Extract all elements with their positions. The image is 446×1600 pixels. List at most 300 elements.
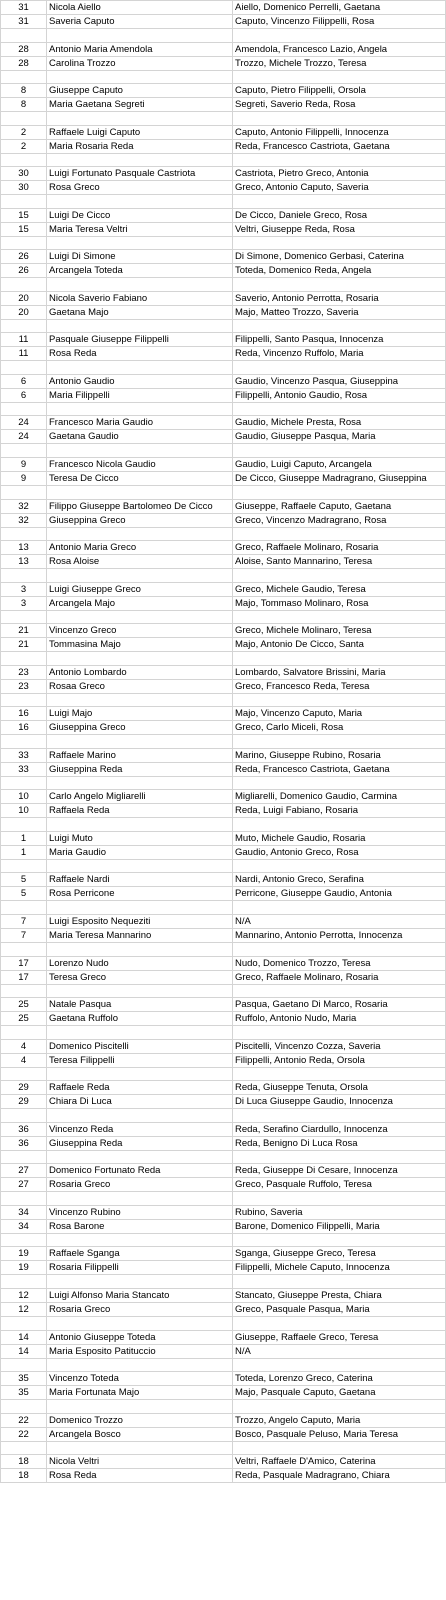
id-cell[interactable]: 27 (1, 1164, 47, 1178)
name-cell[interactable]: Raffaela Reda (47, 804, 233, 818)
parents-cell[interactable]: Piscitelli, Vincenzo Cozza, Saveria (233, 1039, 446, 1053)
id-cell[interactable]: 20 (1, 305, 47, 319)
id-cell[interactable]: 18 (1, 1469, 47, 1483)
name-cell[interactable]: Arcangela Bosco (47, 1427, 233, 1441)
parents-cell[interactable] (233, 402, 446, 416)
id-cell[interactable]: 22 (1, 1427, 47, 1441)
id-cell[interactable]: 10 (1, 790, 47, 804)
id-cell[interactable] (1, 1233, 47, 1247)
id-cell[interactable] (1, 361, 47, 375)
name-cell[interactable] (47, 984, 233, 998)
id-cell[interactable]: 34 (1, 1219, 47, 1233)
parents-cell[interactable]: Greco, Michele Gaudio, Teresa (233, 582, 446, 596)
parents-cell[interactable] (233, 943, 446, 957)
name-cell[interactable]: Giuseppina Reda (47, 1136, 233, 1150)
name-cell[interactable]: Vincenzo Toteda (47, 1372, 233, 1386)
name-cell[interactable]: Rosa Barone (47, 1219, 233, 1233)
parents-cell[interactable] (233, 1400, 446, 1414)
id-cell[interactable]: 24 (1, 416, 47, 430)
id-cell[interactable] (1, 278, 47, 292)
name-cell[interactable]: Giuseppina Reda (47, 762, 233, 776)
id-cell[interactable]: 9 (1, 472, 47, 486)
id-cell[interactable] (1, 693, 47, 707)
name-cell[interactable]: Gaetana Gaudio (47, 430, 233, 444)
name-cell[interactable] (47, 610, 233, 624)
name-cell[interactable]: Giuseppe Caputo (47, 84, 233, 98)
parents-cell[interactable]: Segreti, Saverio Reda, Rosa (233, 98, 446, 112)
parents-cell[interactable]: Reda, Vincenzo Ruffolo, Maria (233, 347, 446, 361)
id-cell[interactable] (1, 984, 47, 998)
name-cell[interactable]: Antonio Gaudio (47, 374, 233, 388)
parents-cell[interactable]: Majo, Vincenzo Caputo, Maria (233, 707, 446, 721)
id-cell[interactable]: 14 (1, 1344, 47, 1358)
parents-cell[interactable]: N/A (233, 915, 446, 929)
id-cell[interactable]: 30 (1, 181, 47, 195)
name-cell[interactable] (47, 1192, 233, 1206)
id-cell[interactable]: 11 (1, 347, 47, 361)
name-cell[interactable] (47, 195, 233, 209)
id-cell[interactable]: 1 (1, 831, 47, 845)
name-cell[interactable] (47, 486, 233, 500)
name-cell[interactable]: Vincenzo Greco (47, 624, 233, 638)
parents-cell[interactable]: De Cicco, Giuseppe Madragrano, Giuseppina (233, 472, 446, 486)
parents-cell[interactable]: Toteda, Domenico Reda, Angela (233, 264, 446, 278)
parents-cell[interactable] (233, 569, 446, 583)
name-cell[interactable]: Rosa Aloise (47, 555, 233, 569)
parents-cell[interactable]: Filippelli, Michele Caputo, Innocenza (233, 1261, 446, 1275)
name-cell[interactable]: Maria Gaudio (47, 845, 233, 859)
id-cell[interactable] (1, 859, 47, 873)
parents-cell[interactable]: Filippelli, Antonio Gaudio, Rosa (233, 388, 446, 402)
name-cell[interactable] (47, 1316, 233, 1330)
id-cell[interactable]: 28 (1, 56, 47, 70)
id-cell[interactable]: 6 (1, 388, 47, 402)
name-cell[interactable] (47, 1441, 233, 1455)
parents-cell[interactable]: Majo, Pasquale Caputo, Gaetana (233, 1386, 446, 1400)
name-cell[interactable]: Rosa Perricone (47, 887, 233, 901)
id-cell[interactable]: 35 (1, 1372, 47, 1386)
parents-cell[interactable]: Trozzo, Michele Trozzo, Teresa (233, 56, 446, 70)
id-cell[interactable]: 7 (1, 929, 47, 943)
parents-cell[interactable] (233, 1233, 446, 1247)
id-cell[interactable]: 4 (1, 1039, 47, 1053)
name-cell[interactable]: Natale Pasqua (47, 998, 233, 1012)
name-cell[interactable] (47, 569, 233, 583)
id-cell[interactable]: 16 (1, 707, 47, 721)
parents-cell[interactable]: Caputo, Antonio Filippelli, Innocenza (233, 125, 446, 139)
id-cell[interactable]: 23 (1, 679, 47, 693)
name-cell[interactable]: Domenico Trozzo (47, 1413, 233, 1427)
parents-cell[interactable]: Filippelli, Santo Pasqua, Innocenza (233, 333, 446, 347)
parents-cell[interactable] (233, 818, 446, 832)
name-cell[interactable] (47, 444, 233, 458)
id-cell[interactable]: 19 (1, 1247, 47, 1261)
parents-cell[interactable]: Castriota, Pietro Greco, Antonia (233, 167, 446, 181)
id-cell[interactable] (1, 1441, 47, 1455)
name-cell[interactable]: Rosaa Greco (47, 679, 233, 693)
name-cell[interactable] (47, 361, 233, 375)
id-cell[interactable]: 30 (1, 167, 47, 181)
parents-cell[interactable] (233, 195, 446, 209)
name-cell[interactable]: Raffaele Reda (47, 1081, 233, 1095)
id-cell[interactable]: 26 (1, 250, 47, 264)
parents-cell[interactable]: Toteda, Lorenzo Greco, Caterina (233, 1372, 446, 1386)
id-cell[interactable]: 18 (1, 1455, 47, 1469)
id-cell[interactable]: 6 (1, 374, 47, 388)
name-cell[interactable]: Filippo Giuseppe Bartolomeo De Cicco (47, 499, 233, 513)
parents-cell[interactable]: Veltri, Giuseppe Reda, Rosa (233, 222, 446, 236)
parents-cell[interactable] (233, 112, 446, 126)
id-cell[interactable]: 10 (1, 804, 47, 818)
name-cell[interactable] (47, 153, 233, 167)
parents-cell[interactable] (233, 319, 446, 333)
name-cell[interactable]: Antonio Maria Greco (47, 541, 233, 555)
name-cell[interactable]: Vincenzo Reda (47, 1122, 233, 1136)
name-cell[interactable] (47, 652, 233, 666)
parents-cell[interactable]: Caputo, Pietro Filippelli, Orsola (233, 84, 446, 98)
parents-cell[interactable] (233, 735, 446, 749)
parents-cell[interactable] (233, 984, 446, 998)
id-cell[interactable]: 7 (1, 915, 47, 929)
name-cell[interactable]: Nicola Saverio Fabiano (47, 291, 233, 305)
name-cell[interactable] (47, 943, 233, 957)
parents-cell[interactable]: Reda, Francesco Castriota, Gaetana (233, 762, 446, 776)
parents-cell[interactable]: Mannarino, Antonio Perrotta, Innocenza (233, 929, 446, 943)
id-cell[interactable]: 12 (1, 1302, 47, 1316)
id-cell[interactable] (1, 1026, 47, 1040)
id-cell[interactable] (1, 1358, 47, 1372)
name-cell[interactable] (47, 776, 233, 790)
id-cell[interactable]: 14 (1, 1330, 47, 1344)
id-cell[interactable] (1, 70, 47, 84)
parents-cell[interactable]: De Cicco, Daniele Greco, Rosa (233, 208, 446, 222)
parents-cell[interactable]: Caputo, Vincenzo Filippelli, Rosa (233, 15, 446, 29)
parents-cell[interactable]: Giuseppe, Raffaele Caputo, Gaetana (233, 499, 446, 513)
id-cell[interactable]: 5 (1, 887, 47, 901)
name-cell[interactable]: Luigi Fortunato Pasquale Castriota (47, 167, 233, 181)
parents-cell[interactable]: Sganga, Giuseppe Greco, Teresa (233, 1247, 446, 1261)
id-cell[interactable]: 34 (1, 1205, 47, 1219)
name-cell[interactable]: Luigi Di Simone (47, 250, 233, 264)
name-cell[interactable]: Luigi Muto (47, 831, 233, 845)
name-cell[interactable]: Antonio Giuseppe Toteda (47, 1330, 233, 1344)
id-cell[interactable] (1, 818, 47, 832)
parents-cell[interactable]: Gaudio, Giuseppe Pasqua, Maria (233, 430, 446, 444)
id-cell[interactable]: 31 (1, 1, 47, 15)
id-cell[interactable] (1, 29, 47, 43)
name-cell[interactable] (47, 693, 233, 707)
parents-cell[interactable]: Greco, Michele Molinaro, Teresa (233, 624, 446, 638)
parents-cell[interactable]: Veltri, Raffaele D'Amico, Caterina (233, 1455, 446, 1469)
name-cell[interactable]: Rosaria Filippelli (47, 1261, 233, 1275)
id-cell[interactable]: 31 (1, 15, 47, 29)
name-cell[interactable] (47, 29, 233, 43)
parents-cell[interactable] (233, 693, 446, 707)
parents-cell[interactable] (233, 278, 446, 292)
parents-cell[interactable]: Reda, Pasquale Madragrano, Chiara (233, 1469, 446, 1483)
parents-cell[interactable]: Muto, Michele Gaudio, Rosaria (233, 831, 446, 845)
id-cell[interactable]: 36 (1, 1122, 47, 1136)
parents-cell[interactable]: Giuseppe, Raffaele Greco, Teresa (233, 1330, 446, 1344)
name-cell[interactable]: Maria Rosaria Reda (47, 139, 233, 153)
name-cell[interactable] (47, 1275, 233, 1289)
id-cell[interactable]: 17 (1, 970, 47, 984)
parents-cell[interactable]: Bosco, Pasquale Peluso, Maria Teresa (233, 1427, 446, 1441)
id-cell[interactable]: 26 (1, 264, 47, 278)
id-cell[interactable]: 15 (1, 208, 47, 222)
name-cell[interactable]: Teresa De Cicco (47, 472, 233, 486)
id-cell[interactable]: 25 (1, 998, 47, 1012)
name-cell[interactable]: Gaetana Ruffolo (47, 1012, 233, 1026)
id-cell[interactable] (1, 1316, 47, 1330)
parents-cell[interactable]: Aloise, Santo Mannarino, Teresa (233, 555, 446, 569)
name-cell[interactable]: Arcangela Toteda (47, 264, 233, 278)
id-cell[interactable] (1, 112, 47, 126)
id-cell[interactable] (1, 486, 47, 500)
parents-cell[interactable]: Rubino, Saveria (233, 1205, 446, 1219)
name-cell[interactable]: Luigi Alfonso Maria Stancato (47, 1288, 233, 1302)
id-cell[interactable] (1, 1109, 47, 1123)
id-cell[interactable]: 33 (1, 762, 47, 776)
parents-cell[interactable]: Majo, Matteo Trozzo, Saveria (233, 305, 446, 319)
parents-cell[interactable] (233, 70, 446, 84)
name-cell[interactable] (47, 901, 233, 915)
name-cell[interactable]: Raffaele Sganga (47, 1247, 233, 1261)
parents-cell[interactable]: Di Simone, Domenico Gerbasi, Caterina (233, 250, 446, 264)
name-cell[interactable]: Arcangela Majo (47, 596, 233, 610)
id-cell[interactable] (1, 1275, 47, 1289)
id-cell[interactable] (1, 319, 47, 333)
name-cell[interactable] (47, 402, 233, 416)
id-cell[interactable]: 8 (1, 98, 47, 112)
name-cell[interactable] (47, 112, 233, 126)
parents-cell[interactable]: Lombardo, Salvatore Brissini, Maria (233, 665, 446, 679)
id-cell[interactable]: 2 (1, 125, 47, 139)
parents-cell[interactable] (233, 1067, 446, 1081)
name-cell[interactable] (47, 527, 233, 541)
parents-cell[interactable]: Majo, Antonio De Cicco, Santa (233, 638, 446, 652)
parents-cell[interactable]: Reda, Giuseppe Di Cesare, Innocenza (233, 1164, 446, 1178)
name-cell[interactable]: Rosaria Greco (47, 1302, 233, 1316)
name-cell[interactable] (47, 1026, 233, 1040)
id-cell[interactable]: 23 (1, 665, 47, 679)
id-cell[interactable] (1, 610, 47, 624)
id-cell[interactable] (1, 1192, 47, 1206)
parents-cell[interactable]: Amendola, Francesco Lazio, Angela (233, 42, 446, 56)
name-cell[interactable]: Maria Teresa Veltri (47, 222, 233, 236)
id-cell[interactable]: 12 (1, 1288, 47, 1302)
name-cell[interactable]: Chiara Di Luca (47, 1095, 233, 1109)
id-cell[interactable]: 13 (1, 541, 47, 555)
name-cell[interactable]: Maria Fortunata Majo (47, 1386, 233, 1400)
name-cell[interactable] (47, 278, 233, 292)
id-cell[interactable] (1, 901, 47, 915)
name-cell[interactable]: Giuseppina Greco (47, 513, 233, 527)
id-cell[interactable] (1, 153, 47, 167)
name-cell[interactable] (47, 1358, 233, 1372)
parents-cell[interactable]: Migliarelli, Domenico Gaudio, Carmina (233, 790, 446, 804)
id-cell[interactable]: 16 (1, 721, 47, 735)
id-cell[interactable]: 25 (1, 1012, 47, 1026)
id-cell[interactable]: 3 (1, 582, 47, 596)
parents-cell[interactable]: Barone, Domenico Filippelli, Maria (233, 1219, 446, 1233)
id-cell[interactable] (1, 1400, 47, 1414)
id-cell[interactable] (1, 1067, 47, 1081)
name-cell[interactable]: Antonio Maria Amendola (47, 42, 233, 56)
name-cell[interactable]: Pasquale Giuseppe Filippelli (47, 333, 233, 347)
id-cell[interactable]: 29 (1, 1081, 47, 1095)
id-cell[interactable]: 33 (1, 748, 47, 762)
id-cell[interactable]: 35 (1, 1386, 47, 1400)
name-cell[interactable]: Luigi Majo (47, 707, 233, 721)
name-cell[interactable]: Teresa Filippelli (47, 1053, 233, 1067)
parents-cell[interactable]: Greco, Raffaele Molinaro, Rosaria (233, 970, 446, 984)
name-cell[interactable]: Raffaele Nardi (47, 873, 233, 887)
parents-cell[interactable]: Aiello, Domenico Perrelli, Gaetana (233, 1, 446, 15)
parents-cell[interactable]: Ruffolo, Antonio Nudo, Maria (233, 1012, 446, 1026)
parents-cell[interactable]: Saverio, Antonio Perrotta, Rosaria (233, 291, 446, 305)
id-cell[interactable]: 21 (1, 638, 47, 652)
id-cell[interactable]: 17 (1, 956, 47, 970)
id-cell[interactable]: 11 (1, 333, 47, 347)
name-cell[interactable] (47, 1109, 233, 1123)
name-cell[interactable]: Carolina Trozzo (47, 56, 233, 70)
name-cell[interactable]: Lorenzo Nudo (47, 956, 233, 970)
parents-cell[interactable] (233, 1109, 446, 1123)
id-cell[interactable] (1, 652, 47, 666)
id-cell[interactable]: 24 (1, 430, 47, 444)
id-cell[interactable]: 8 (1, 84, 47, 98)
name-cell[interactable]: Luigi De Cicco (47, 208, 233, 222)
id-cell[interactable] (1, 527, 47, 541)
parents-cell[interactable]: Pasqua, Gaetano Di Marco, Rosaria (233, 998, 446, 1012)
parents-cell[interactable]: Reda, Giuseppe Tenuta, Orsola (233, 1081, 446, 1095)
parents-cell[interactable] (233, 1026, 446, 1040)
parents-cell[interactable] (233, 1358, 446, 1372)
name-cell[interactable]: Tommasina Majo (47, 638, 233, 652)
name-cell[interactable]: Maria Filippelli (47, 388, 233, 402)
parents-cell[interactable]: Greco, Antonio Caputo, Saveria (233, 181, 446, 195)
name-cell[interactable]: Carlo Angelo Migliarelli (47, 790, 233, 804)
parents-cell[interactable]: Greco, Pasquale Pasqua, Maria (233, 1302, 446, 1316)
name-cell[interactable]: Domenico Fortunato Reda (47, 1164, 233, 1178)
name-cell[interactable]: Antonio Lombardo (47, 665, 233, 679)
name-cell[interactable]: Francesco Nicola Gaudio (47, 458, 233, 472)
parents-cell[interactable] (233, 1441, 446, 1455)
parents-cell[interactable] (233, 652, 446, 666)
parents-cell[interactable]: Stancato, Giuseppe Presta, Chiara (233, 1288, 446, 1302)
parents-cell[interactable]: Greco, Carlo Miceli, Rosa (233, 721, 446, 735)
name-cell[interactable]: Teresa Greco (47, 970, 233, 984)
name-cell[interactable]: Giuseppina Greco (47, 721, 233, 735)
parents-cell[interactable]: Reda, Serafino Ciardullo, Innocenza (233, 1122, 446, 1136)
id-cell[interactable] (1, 1150, 47, 1164)
parents-cell[interactable]: N/A (233, 1344, 446, 1358)
parents-cell[interactable] (233, 29, 446, 43)
id-cell[interactable] (1, 195, 47, 209)
id-cell[interactable]: 3 (1, 596, 47, 610)
parents-cell[interactable]: Reda, Luigi Fabiano, Rosaria (233, 804, 446, 818)
name-cell[interactable]: Rosa Greco (47, 181, 233, 195)
name-cell[interactable] (47, 70, 233, 84)
id-cell[interactable] (1, 236, 47, 250)
name-cell[interactable] (47, 1150, 233, 1164)
parents-cell[interactable]: Majo, Tommaso Molinaro, Rosa (233, 596, 446, 610)
name-cell[interactable]: Nicola Veltri (47, 1455, 233, 1469)
id-cell[interactable]: 32 (1, 513, 47, 527)
id-cell[interactable] (1, 776, 47, 790)
name-cell[interactable]: Raffaele Marino (47, 748, 233, 762)
parents-cell[interactable]: Greco, Raffaele Molinaro, Rosaria (233, 541, 446, 555)
id-cell[interactable] (1, 943, 47, 957)
name-cell[interactable] (47, 319, 233, 333)
id-cell[interactable]: 1 (1, 845, 47, 859)
parents-cell[interactable] (233, 486, 446, 500)
name-cell[interactable]: Maria Teresa Mannarino (47, 929, 233, 943)
id-cell[interactable]: 15 (1, 222, 47, 236)
parents-cell[interactable]: Nardi, Antonio Greco, Serafina (233, 873, 446, 887)
id-cell[interactable]: 27 (1, 1178, 47, 1192)
parents-cell[interactable] (233, 1150, 446, 1164)
parents-cell[interactable]: Gaudio, Luigi Caputo, Arcangela (233, 458, 446, 472)
name-cell[interactable] (47, 1067, 233, 1081)
parents-cell[interactable]: Perricone, Giuseppe Gaudio, Antonia (233, 887, 446, 901)
parents-cell[interactable]: Greco, Pasquale Ruffolo, Teresa (233, 1178, 446, 1192)
parents-cell[interactable]: Reda, Benigno Di Luca Rosa (233, 1136, 446, 1150)
name-cell[interactable]: Francesco Maria Gaudio (47, 416, 233, 430)
parents-cell[interactable]: Marino, Giuseppe Rubino, Rosaria (233, 748, 446, 762)
name-cell[interactable] (47, 735, 233, 749)
id-cell[interactable]: 22 (1, 1413, 47, 1427)
parents-cell[interactable]: Greco, Vincenzo Madragrano, Rosa (233, 513, 446, 527)
id-cell[interactable]: 32 (1, 499, 47, 513)
parents-cell[interactable]: Greco, Francesco Reda, Teresa (233, 679, 446, 693)
parents-cell[interactable] (233, 901, 446, 915)
id-cell[interactable]: 9 (1, 458, 47, 472)
parents-cell[interactable] (233, 153, 446, 167)
parents-cell[interactable]: Nudo, Domenico Trozzo, Teresa (233, 956, 446, 970)
name-cell[interactable]: Raffaele Luigi Caputo (47, 125, 233, 139)
name-cell[interactable] (47, 1233, 233, 1247)
name-cell[interactable]: Maria Esposito Patituccio (47, 1344, 233, 1358)
parents-cell[interactable]: Reda, Francesco Castriota, Gaetana (233, 139, 446, 153)
id-cell[interactable]: 13 (1, 555, 47, 569)
parents-cell[interactable]: Gaudio, Antonio Greco, Rosa (233, 845, 446, 859)
parents-cell[interactable]: Di Luca Giuseppe Gaudio, Innocenza (233, 1095, 446, 1109)
parents-cell[interactable] (233, 1192, 446, 1206)
id-cell[interactable]: 19 (1, 1261, 47, 1275)
name-cell[interactable]: Rosa Reda (47, 347, 233, 361)
id-cell[interactable]: 2 (1, 139, 47, 153)
parents-cell[interactable] (233, 361, 446, 375)
id-cell[interactable]: 28 (1, 42, 47, 56)
parents-cell[interactable] (233, 236, 446, 250)
parents-cell[interactable] (233, 527, 446, 541)
id-cell[interactable]: 4 (1, 1053, 47, 1067)
id-cell[interactable] (1, 569, 47, 583)
id-cell[interactable]: 29 (1, 1095, 47, 1109)
parents-cell[interactable]: Filippelli, Antonio Reda, Orsola (233, 1053, 446, 1067)
parents-cell[interactable]: Gaudio, Michele Presta, Rosa (233, 416, 446, 430)
id-cell[interactable]: 20 (1, 291, 47, 305)
name-cell[interactable]: Rosaria Greco (47, 1178, 233, 1192)
name-cell[interactable]: Rosa Reda (47, 1469, 233, 1483)
parents-cell[interactable] (233, 1316, 446, 1330)
id-cell[interactable]: 21 (1, 624, 47, 638)
name-cell[interactable] (47, 859, 233, 873)
id-cell[interactable] (1, 735, 47, 749)
parents-cell[interactable] (233, 776, 446, 790)
